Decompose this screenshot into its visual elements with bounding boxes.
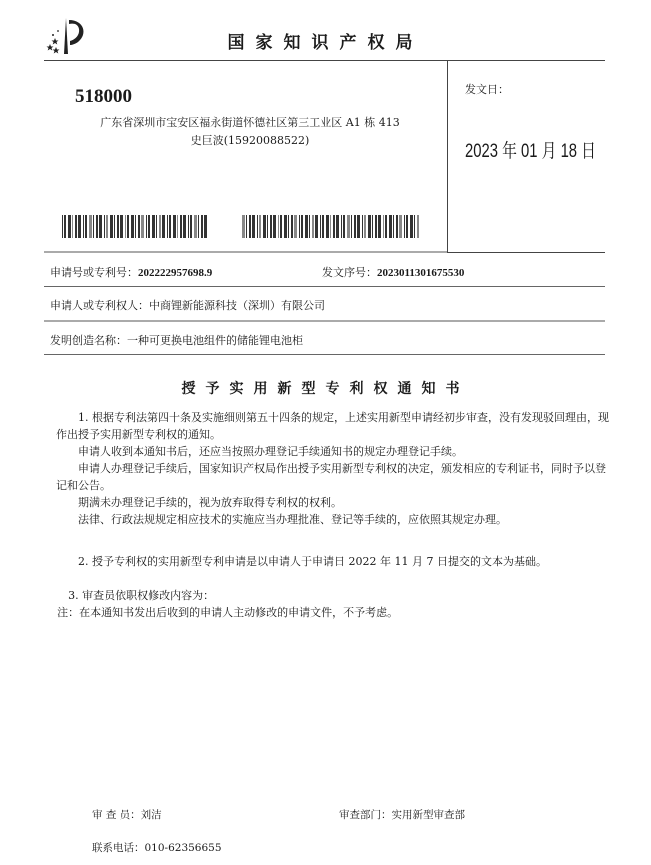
examiner: 审 查 员：刘洁 xyxy=(92,809,162,821)
agency-name: 国家知识产权局 xyxy=(227,33,424,53)
address-box-bottom xyxy=(44,251,447,253)
notice-item-3 xyxy=(56,587,616,621)
recipient-address: 广东省深圳市宝安区福永街道怀德社区第三工业区 A1 栋 413 xyxy=(100,116,400,129)
paragraph: 1. 根据专利法第四十条及实施细则第五十四条的规定，上述实用新型申请经初步审查，没有发现驳回理由，现作出授予实用新型专利权的通知。 xyxy=(56,411,609,441)
paragraph: 申请人收到本通知书后，还应当按照办理登记手续通知书的规定办理登记手续。 xyxy=(78,445,463,458)
notice-title: 授予实用新型专利权通知书 xyxy=(181,381,470,397)
postcode: 518000 xyxy=(75,86,132,107)
serial-number: 2023011301675530 xyxy=(377,267,465,279)
box-divider xyxy=(447,60,448,253)
notice-item-2 xyxy=(56,553,616,570)
invention-name: 一种可更换电池组件的储能锂电池柜 xyxy=(127,334,303,347)
contact-phone: 联系电话：010-62356655 xyxy=(92,842,222,854)
serial-number-label: 发文序号： xyxy=(322,266,377,279)
recipient-contact: 史巨波(15920088522) xyxy=(190,134,310,147)
row-divider xyxy=(44,286,605,287)
paragraph: 3. 审查员依职权修改内容为： xyxy=(68,589,215,602)
row-divider xyxy=(44,354,605,355)
invention-row xyxy=(50,332,303,348)
applicant-row xyxy=(50,297,325,313)
application-number: 202222957698.9 xyxy=(138,267,213,279)
application-number-label: 申请号或专利号： xyxy=(50,266,138,279)
paragraph: 法律、行政法规规定相应技术的实施应当办理批准、登记等手续的，应依照其规定办理。 xyxy=(78,513,507,526)
notice-body xyxy=(56,409,616,528)
paragraph: 申请人办理登记手续后，国家知识产权局作出授予实用新型专利权的决定，颁发相应的专利证书，同时予以登记和公告。 xyxy=(56,462,606,492)
invention-label: 发明创造名称： xyxy=(50,334,127,347)
note: 注：在本通知书发出后收到的申请人主动修改的申请文件，不予考虑。 xyxy=(57,606,399,619)
application-number-row xyxy=(50,264,212,280)
date-box-bottom xyxy=(447,252,605,253)
applicant-name: 中商锂新能源科技（深圳）有限公司 xyxy=(149,299,325,312)
barcode-1 xyxy=(62,215,210,238)
send-date-value: 2023 年 01 月 18 日 xyxy=(465,141,596,162)
paragraph: 期满未办理登记手续的，视为放弃取得专利权的权利。 xyxy=(78,496,342,509)
serial-number-row xyxy=(322,264,464,280)
examination-department: 审查部门：实用新型审查部 xyxy=(339,809,465,821)
header-divider xyxy=(44,60,605,61)
send-date-label: 发文日： xyxy=(465,83,509,96)
barcode-2 xyxy=(242,215,422,238)
paragraph: 2. 授予专利权的实用新型专利申请是以申请人于申请日 2022 年 11 月 7 日提交的文本为基础。 xyxy=(78,555,547,568)
applicant-label: 申请人或专利权人： xyxy=(50,299,149,312)
row-divider xyxy=(44,320,605,322)
